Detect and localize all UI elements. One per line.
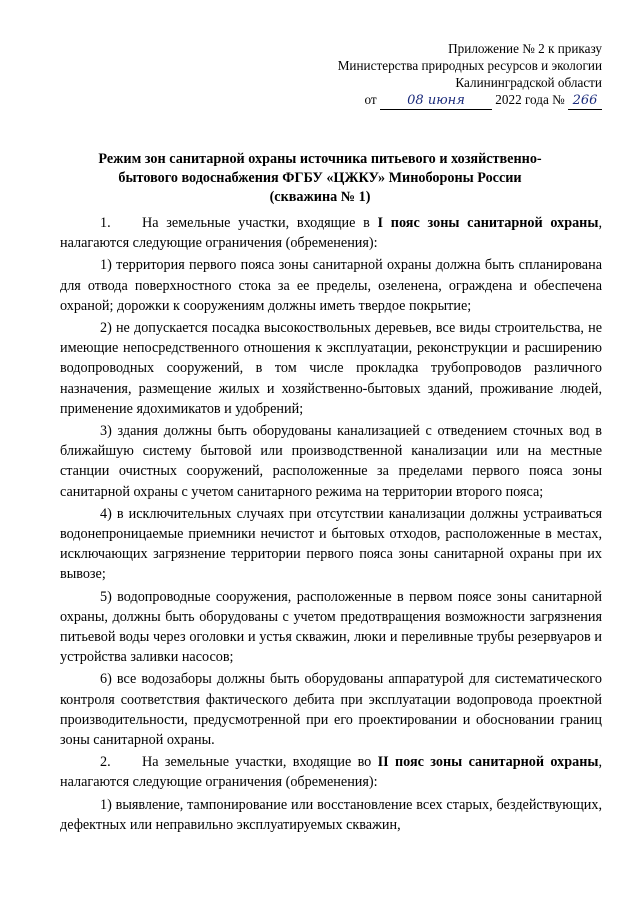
document-body <box>60 213 602 837</box>
region-line: Калининградской области <box>455 75 602 90</box>
title-line-1: Режим зон санитарной охраны источника питьевого и хозяйственно- <box>98 151 542 167</box>
section-1-item-4: 4) в исключительных случаях при отсутствии канализации должны устраиваться водонепроницаемые приемники нечистот и бытовых отходов, расположенные в местах, исключающих загрязнение территории первого пояса зоны санитарной охраны при их вывозе; <box>60 505 602 583</box>
from-label: от <box>364 92 377 107</box>
section-2-zone: II пояс зоны санитарной охраны <box>377 754 599 771</box>
handwritten-date: 08 июня <box>380 92 492 110</box>
section-1-intro: 1. На земельные участки, входящие в I пояс зоны санитарной охраны, налагаются следующие ограничения (обременения): <box>60 215 602 252</box>
appendix-line: Приложение № 2 к приказу <box>448 41 602 56</box>
ministry-line: Министерства природных ресурсов и экологии <box>337 58 602 73</box>
order-date-line <box>338 91 602 110</box>
document-header <box>338 40 602 110</box>
section-1-zone: I пояс зоны санитарной охраны <box>377 215 599 231</box>
section-1-item-2: 2) не допускается посадка высокоствольных деревьев, все виды строительства, не имеющие непосредственного отношения к эксплуатации, реконструкции и расширению водопроводных сооружений, в том числе прокладка трубопроводов различного назначения, размещение жилых и хозяйственно-бытовых зданий, проживание людей, применение ядохимикатов и удобрений; <box>60 320 602 417</box>
section-1-item-1: 1) территория первого пояса зоны санитарной охраны должна быть спланирована для отвода поверхностного стока за ее пределы, озеленена, ограждена и обеспечена охраной; дорожки к сооружениям должны иметь твердое покрытие; <box>60 257 602 314</box>
title-line-3: (скважина № 1) <box>269 189 371 205</box>
section-1-number: 1. <box>100 215 111 231</box>
document-title <box>95 150 545 207</box>
section-2-intro: 2. На земельные участки, входящие во II пояс зоны санитарной охраны, налагаются следующие ограничения (обременения): <box>60 754 603 791</box>
handwritten-order-number: 266 <box>568 92 602 110</box>
section-1-item-5: 5) водопроводные сооружения, расположенные в первом поясе зоны санитарной охраны, должны быть оборудованы с учетом предотвращения возможности загрязнения питьевой воды через оголовки и устья скважин, люки и переливные трубы резервуаров и устройства заливки насосов; <box>60 588 602 666</box>
section-1-item-6: 6) все водозаборы должны быть оборудованы аппаратурой для систематического контроля соответствия фактического дебита при эксплуатации водопровода проектной производительности, предусмотренной при его проектировании и обосновании границ зоны санитарной охраны. <box>60 671 602 749</box>
section-2-number: 2. <box>100 754 111 771</box>
title-line-2: бытового водоснабжения ФГБУ «ЦЖКУ» Минобороны России <box>118 170 522 186</box>
section-1-item-3: 3) здания должны быть оборудованы канализацией с отведением сточных вод в ближайшую систему бытовой или производственной канализации или на местные станции очистных сооружений, расположенные за пределами первого пояса зоны санитарной охраны с учетом санитарного режима на территории второго пояса; <box>60 423 602 500</box>
year-text: 2022 года № <box>495 92 565 107</box>
section-2-item-1: 1) выявление, тампонирование или восстановление всех старых, бездействующих, дефектных или неправильно эксплуатируемых скважин, <box>60 796 602 833</box>
